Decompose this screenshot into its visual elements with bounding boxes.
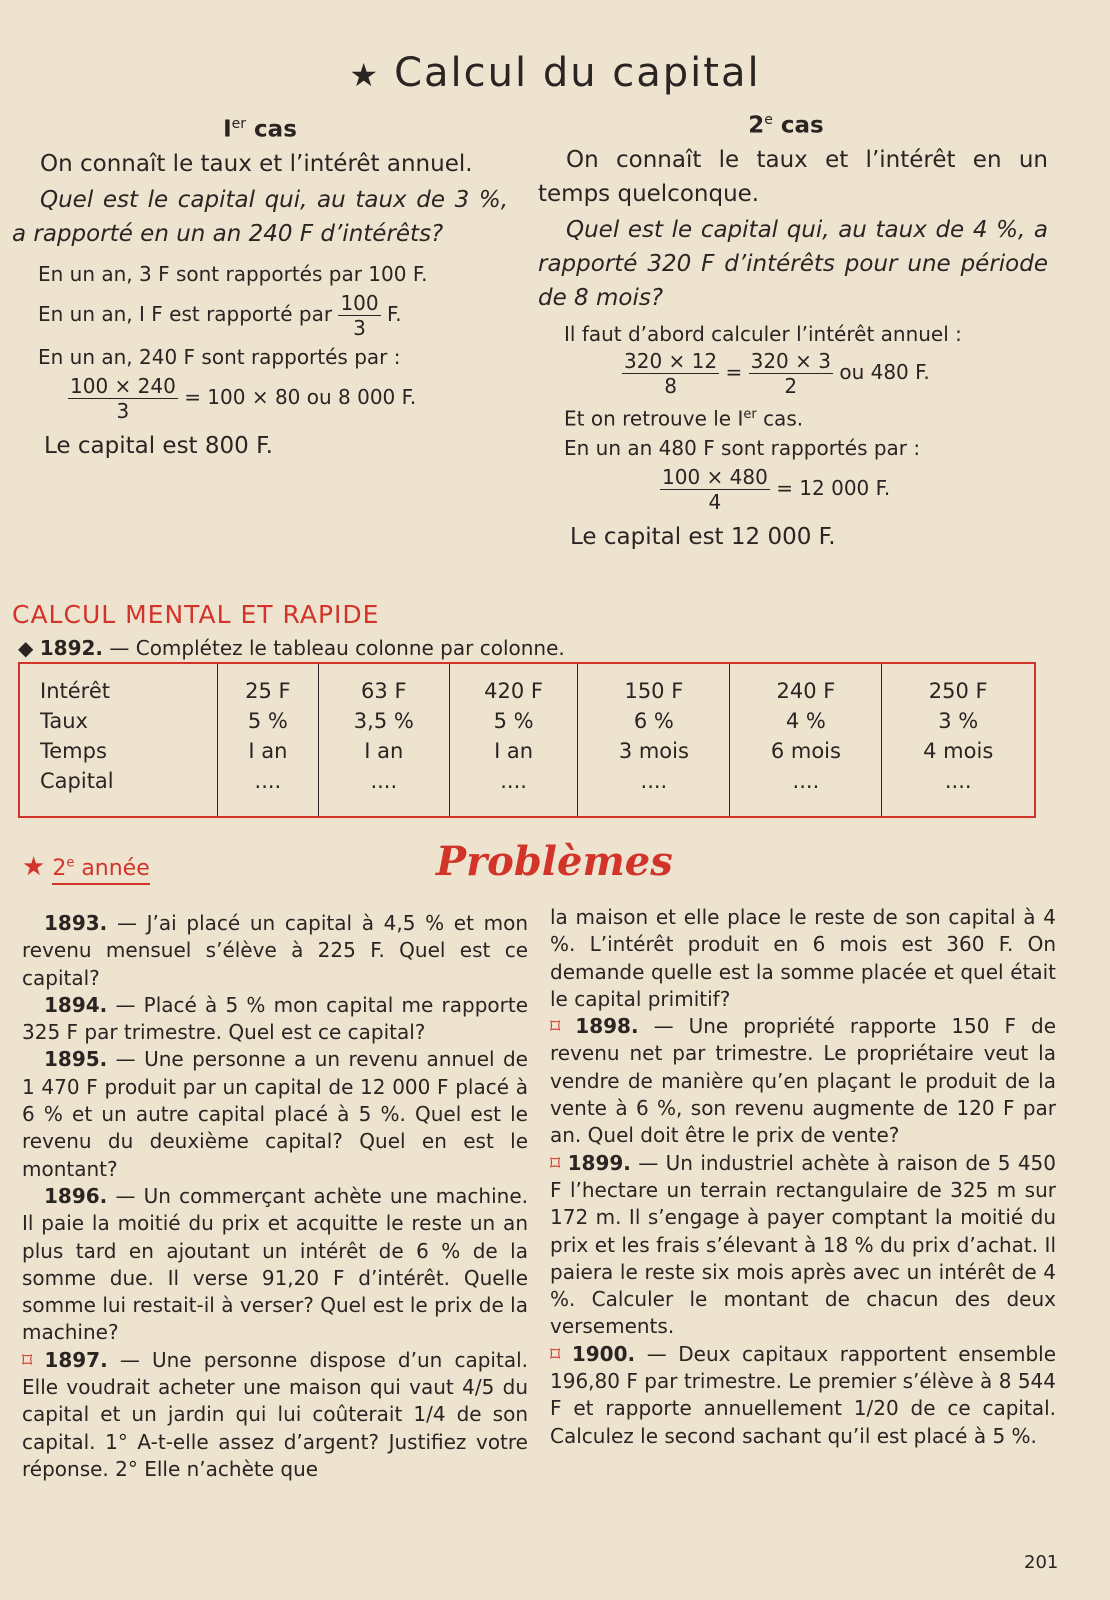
- cas1-question: Quel est le capital qui, au taux de 3 %, a rapporté en un an 240 F d’intérêts?: [12, 186, 508, 247]
- cas2-line3: En un an 480 F sont rapportés par :: [564, 436, 921, 461]
- star-icon: ★: [349, 56, 381, 94]
- star-icon: ★: [22, 852, 46, 882]
- table-column: 250 F 3 % 4 mois ....: [882, 663, 1035, 817]
- fraction: $\frac{100}{3}$: [340, 290, 379, 340]
- cas2-intro: On connaît le taux et l’intérêt en un temps quelconque.: [538, 146, 1048, 207]
- fraction: $\frac{100 \times 480}{4}$: [662, 465, 768, 515]
- square-icon: ⌑: [550, 1341, 561, 1366]
- fraction: $\frac{320 \times 3}{2}$: [750, 348, 831, 398]
- page-number: 201: [1024, 1552, 1059, 1573]
- cas2-column: [538, 112, 1048, 550]
- table-column: 25 F 5 % I an ....: [218, 663, 319, 817]
- problem-1898: ⌑ 1898. — Une propriété rapporte 150 F de revenu net par trimestre. Le propriétaire veut la vendre de manière qu’en plaçant le produit de la vente à 6 %, son revenu augmente de 120 F par an. Quel doit être le prix de vente?: [550, 1014, 1057, 1148]
- cas2-line2: Et on retrouve le Ier cas.: [564, 406, 804, 431]
- cas1-intro: On connaît le taux et l’intérêt annuel.: [40, 150, 473, 177]
- problems-heading: Problèmes: [436, 838, 673, 885]
- table-column: 420 F 5 % I an ....: [449, 663, 578, 817]
- problem-1899: ⌑ 1899. — Un industriel achète à raison de 5 450 F l’hectare un terrain rectangulaire de 325 m sur 172 m. Il s’engage à payer comptant la moitié du prix et les frais s’élevant à 18 % du prix d’achat. Il paiera le reste six mois après avec un intérêt de 4 %. Calculer le montant de chacun des deux versements.: [550, 1150, 1056, 1339]
- cas2-question: Quel est le capital qui, au taux de 4 %, a rapporté 320 F d’intérêts pour une période de 8 mois?: [538, 216, 1048, 311]
- mental-heading: CALCUL MENTAL ET RAPIDE: [12, 600, 380, 629]
- cas1-heading: Ier cas: [223, 116, 297, 143]
- cas2-calc3: $\frac{100 \times 480}{4}$ = 12 000 F.: [662, 465, 891, 515]
- cas1-line1: En un an, 3 F sont rapportés par 100 F.: [38, 261, 428, 286]
- exercise-1892: ◆ 1892. — Complétez le tableau colonne par colonne.: [18, 636, 565, 660]
- cas1-result: Le capital est 800 F.: [44, 432, 273, 459]
- problem-1896: 1896. — Un commerçant achète une machine. Il paie la moitié du prix et acquitte le reste un an plus tard en ajoutant un intérêt de 6 % de la somme due. Il verse 91,20 F d’intérêt. Quelle somme lui restait-il à verser? Quel est le prix de la machine?: [22, 1183, 528, 1345]
- cas1-column: [12, 116, 508, 459]
- diamond-icon: ◆: [18, 636, 34, 660]
- row-labels: Intérêt Taux Temps Capital: [40, 679, 114, 793]
- fraction: $\frac{320 \times 12}{8}$: [624, 348, 718, 398]
- annee-label: ★ 2e année: [22, 852, 150, 882]
- cas2-result: Le capital est 12 000 F.: [570, 524, 836, 551]
- problem-1893: 1893. — J’ai placé un capital à 4,5 % et mon revenu mensuel s’élève à 225 F. Quel est ce capital?: [22, 911, 529, 990]
- cas2-heading: 2e cas: [748, 112, 824, 139]
- table-column: 240 F 4 % 6 mois ....: [730, 663, 882, 817]
- square-icon: ⌑: [22, 1347, 33, 1372]
- cas1-calc: $\frac{100 \times 240}{3}$ = 100 × 80 ou 8 000 F.: [70, 373, 417, 423]
- cas1-line3: En un an, 240 F sont rapportés par :: [38, 344, 401, 369]
- title-text: Calcul du capital: [394, 50, 761, 96]
- problem-1900: ⌑ 1900. — Deux capitaux rapportent ensemble 196,80 F par trimestre. Le premier s’élève à 8 544 F et rapporte annuellement 1/20 de ce capital. Calculez le second sachant qu’il est placé à 5 %.: [550, 1341, 1057, 1448]
- problem-1897-continued: la maison et elle place le reste de son capital à 4 %. L’intérêt produit en 6 mois est 360 F. On demande quelle est la somme placée et quel était le capital primitif?: [550, 905, 1056, 1011]
- cas1-line2: En un an, I F est rapporté par $\frac{100}{3}$ F.: [38, 290, 402, 340]
- problems-left-column: [22, 910, 528, 1483]
- problem-1897: ⌑ 1897. — Une personne dispose d’un capital. Elle voudrait acheter une maison qui vaut 4/5 du capital et un jardin qui lui coûterait 1/4 de son capital. 1° A-t-elle assez d’argent? Justifiez votre réponse. 2° Elle n’achète que: [22, 1347, 528, 1481]
- fraction: $\frac{100 \times 240}{3}$: [70, 373, 176, 423]
- square-icon: ⌑: [550, 1150, 561, 1175]
- problems-right-column: [550, 904, 1056, 1450]
- problem-1895: 1895. — Une personne a un revenu annuel de 1 470 F produit par un capital de 12 000 F placé à 6 % et un autre capital placé à 5 %. Quel est le revenu du deuxième capital? Quel en est le montant?: [22, 1047, 528, 1181]
- problem-1894: 1894. — Placé à 5 % mon capital me rapporte 325 F par trimestre. Quel est ce capital?: [22, 992, 528, 1045]
- table-column: 63 F 3,5 % I an ....: [318, 663, 449, 817]
- cas2-calc1: $\frac{320 \times 12}{8}$ = $\frac{320 \times 3}{2}$ ou 480 F.: [624, 348, 930, 398]
- cas2-line1: Il faut d’abord calculer l’intérêt annuel :: [564, 321, 962, 346]
- interest-table: [18, 662, 1036, 818]
- page-title: [0, 50, 1110, 96]
- square-icon: ⌑: [550, 1014, 561, 1039]
- table-column: 150 F 6 % 3 mois ....: [578, 663, 730, 817]
